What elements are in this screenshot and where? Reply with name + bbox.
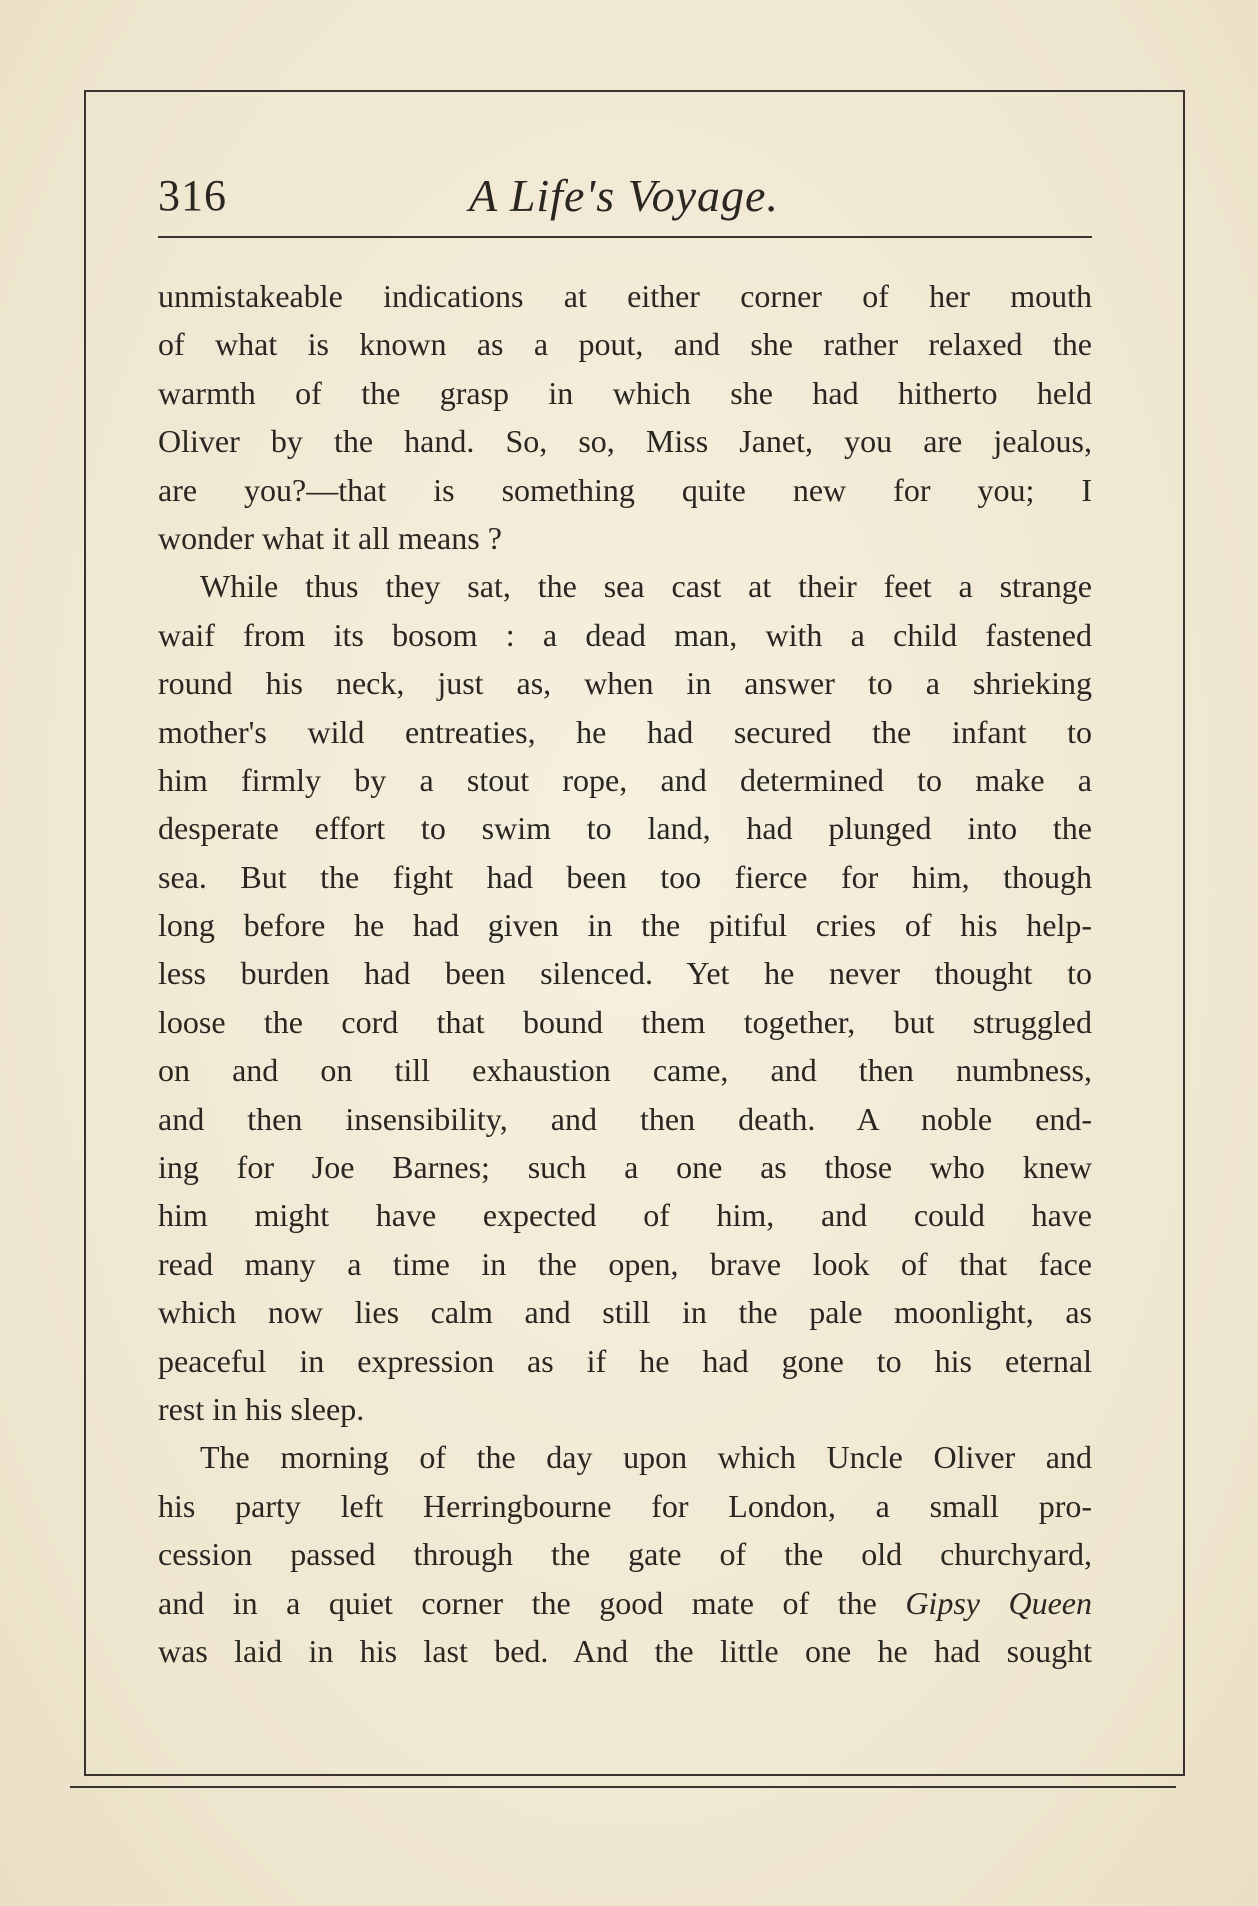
text-line: which now lies calm and still in the pale moonlight, as <box>158 1294 1092 1331</box>
text-line: him might have expected of him, and could have <box>158 1197 1092 1234</box>
text-line: on and on till exhaustion came, and then numbness, <box>158 1052 1092 1089</box>
text-line: wonder what it all means ? <box>158 519 502 556</box>
text-line: loose the cord that bound them together, but struggled <box>158 1003 1092 1040</box>
text-line: unmistakeable indications at either corner of her mouth <box>158 278 1092 314</box>
text-line: ing for Joe Barnes; such a one as those who knew <box>158 1149 1092 1186</box>
running-title: A Life's Voyage. <box>469 170 779 221</box>
header-rule <box>158 236 1092 238</box>
text-line: long before he had given in the pitiful cries of his help- <box>158 907 1092 944</box>
text-line: read many a time in the open, brave look of that face <box>158 1245 1092 1282</box>
text-line: peaceful in expression as if he had gone to his eternal <box>158 1342 1092 1379</box>
text-line: sea. But the fight had been too fierce for him, though <box>158 858 1092 895</box>
text-line: him firmly by a stout rope, and determined to make a <box>158 761 1092 798</box>
text-line: less burden had been silenced. Yet he never thought to <box>158 955 1092 992</box>
bottom-rule <box>70 1786 1176 1788</box>
text-line: The morning of the day upon which Uncle Oliver and <box>200 1439 1092 1476</box>
page-header <box>158 166 1090 226</box>
text-line: While thus they sat, the sea cast at their feet a strange <box>200 568 1092 605</box>
text-line: cession passed through the gate of the old churchyard, <box>158 1536 1092 1573</box>
text-line: mother's wild entreaties, he had secured the infant to <box>158 713 1092 750</box>
text-line: his party left Herringbourne for London, a small pro- <box>158 1487 1092 1524</box>
text-line: round his neck, just as, when in answer to a shrieking <box>158 665 1092 702</box>
text-line: was laid in his last bed. And the little one he had sought <box>158 1632 1092 1669</box>
ship-name: Gipsy Queen <box>905 1584 1093 1621</box>
text-line: and in a quiet corner the good mate of the Gipsy Queen <box>158 1584 1093 1621</box>
text-line: desperate effort to swim to land, had plunged into the <box>158 810 1092 847</box>
text-line: Oliver by the hand. So, so, Miss Janet, you are jealous, <box>158 423 1092 460</box>
text-line: are you?—that is something quite new for you; I <box>158 471 1092 508</box>
text-line: of what is known as a pout, and she rather relaxed the <box>158 326 1092 363</box>
text-line: warmth of the grasp in which she had hitherto held <box>158 374 1092 411</box>
text-line: rest in his sleep. <box>158 1390 365 1427</box>
text-line: and then insensibility, and then death. A noble end- <box>158 1100 1092 1137</box>
body-text <box>158 272 1092 1675</box>
page-number: 316 <box>158 171 227 220</box>
text-line: waif from its bosom : a dead man, with a child fastened <box>158 616 1092 653</box>
